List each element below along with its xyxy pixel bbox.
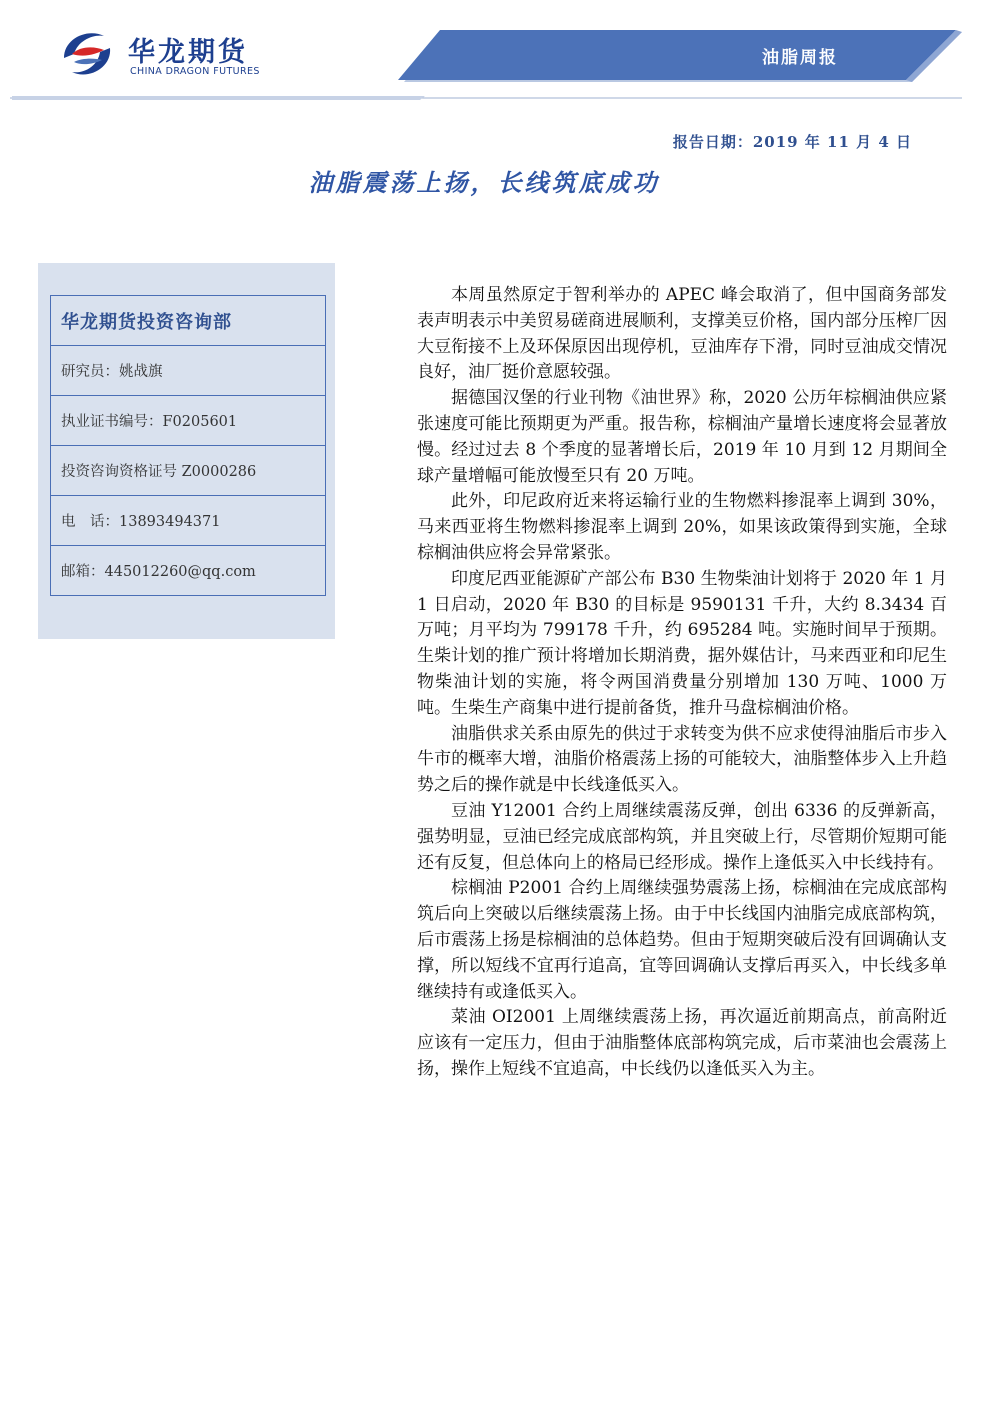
paragraph: 据德国汉堡的行业刊物《油世界》称，2020 公历年棕榈油供应紧张速度可能比预期更为严重。报告称，棕榈油产量增长速度将会显著放慢。经过过去 8 个季度的显著增长后，2019 年 10 月到 12 月期间全球产量增幅可能放慢至只有 20 万吨。	[417, 388, 947, 486]
report-date: 报告日期：2019 年 11 月 4 日	[672, 133, 912, 151]
logo-icon	[58, 24, 116, 82]
email-address: 邮箱：445012260@qq.com	[51, 546, 325, 596]
analyst-sidebar	[38, 263, 335, 639]
paragraph: 棕榈油 P2001 合约上周继续强势震荡上扬，棕榈油在完成底部构筑后向上突破以后继续震荡上扬。由于中长线国内油脂完成底部构筑，后市震荡上扬是棕榈油的总体趋势。但由于短期突破后没有回调确认支撑，所以短线不宜再行追高，宜等回调确认支撑后再买入，中长线多单继续持有或逢低买入。	[417, 878, 947, 1002]
consult-qualification-number: 投资咨询资格证号 Z0000286	[51, 446, 325, 496]
department-name: 华龙期货投资咨询部	[51, 296, 325, 346]
article-body	[417, 283, 947, 1083]
paragraph: 油脂供求关系由原先的供过于求转变为供不应求使得油脂后市步入牛市的概率大增，油脂价格震荡上扬的可能较大，油脂整体步入上升趋势之后的操作就是中长线逢低买入。	[417, 723, 947, 796]
analyst-info-box	[50, 295, 326, 596]
license-number: 执业证书编号：F0205601	[51, 396, 325, 446]
company-name-en: CHINA DRAGON FUTURES	[130, 66, 260, 77]
paragraph: 此外，印尼政府近来将运输行业的生物燃料掺混率上调到 30%，马来西亚将生物燃料掺混率上调到 20%，如果该政策得到实施，全球棕榈油供应将会异常紧张。	[417, 491, 947, 563]
paragraph: 本周虽然原定于智利举办的 APEC 峰会取消了，但中国商务部发表声明表示中美贸易磋商进展顺利，支撑美豆价格，国内部分压榨厂因大豆衔接不上及环保原因出现停机，豆油库存下滑，同时豆油成交情况良好，油厂挺价意愿较强。	[417, 285, 947, 383]
report-type-label: 油脂周报	[762, 48, 838, 68]
paragraph: 菜油 OI2001 上周继续震荡上扬，再次逼近前期高点，前高附近应该有一定压力，但由于油脂整体底部构筑完成，后市菜油也会震荡上扬，操作上短线不宜追高，中长线仍以逢低买入为主。	[417, 1007, 947, 1079]
paragraph: 豆油 Y12001 合约上周继续震荡反弹，创出 6336 的反弹新高，强势明显，豆油已经完成底部构筑，并且突破上行，尽管期价短期可能还有反复，但总体向上的格局已经形成。操作上逢低买入中长线持有。	[417, 800, 947, 873]
analyst-name: 研究员：姚战旗	[51, 346, 325, 396]
company-name-cn: 华龙期货	[128, 37, 248, 68]
page-title: 油脂震荡上扬，长线筑底成功	[308, 168, 660, 197]
phone-number: 电 话：13893494371	[51, 496, 325, 546]
paragraph: 印度尼西亚能源矿产部公布 B30 生物柴油计划将于 2020 年 1 月 1 日启动，2020 年 B30 的目标是 9590131 千升，大约 8.3434 百万吨；月平均为 799178 千升，约 695284 吨。实施时间早于预期。生柴计划的推广预计将增加长期消费，据外媒估计，马来西亚和印尼生物柴油计划的实施，将令两国消费量分别增加 130 万吨、1000 万吨。生柴生产商集中进行提前备货，推升马盘棕榈油价格。	[417, 568, 947, 718]
